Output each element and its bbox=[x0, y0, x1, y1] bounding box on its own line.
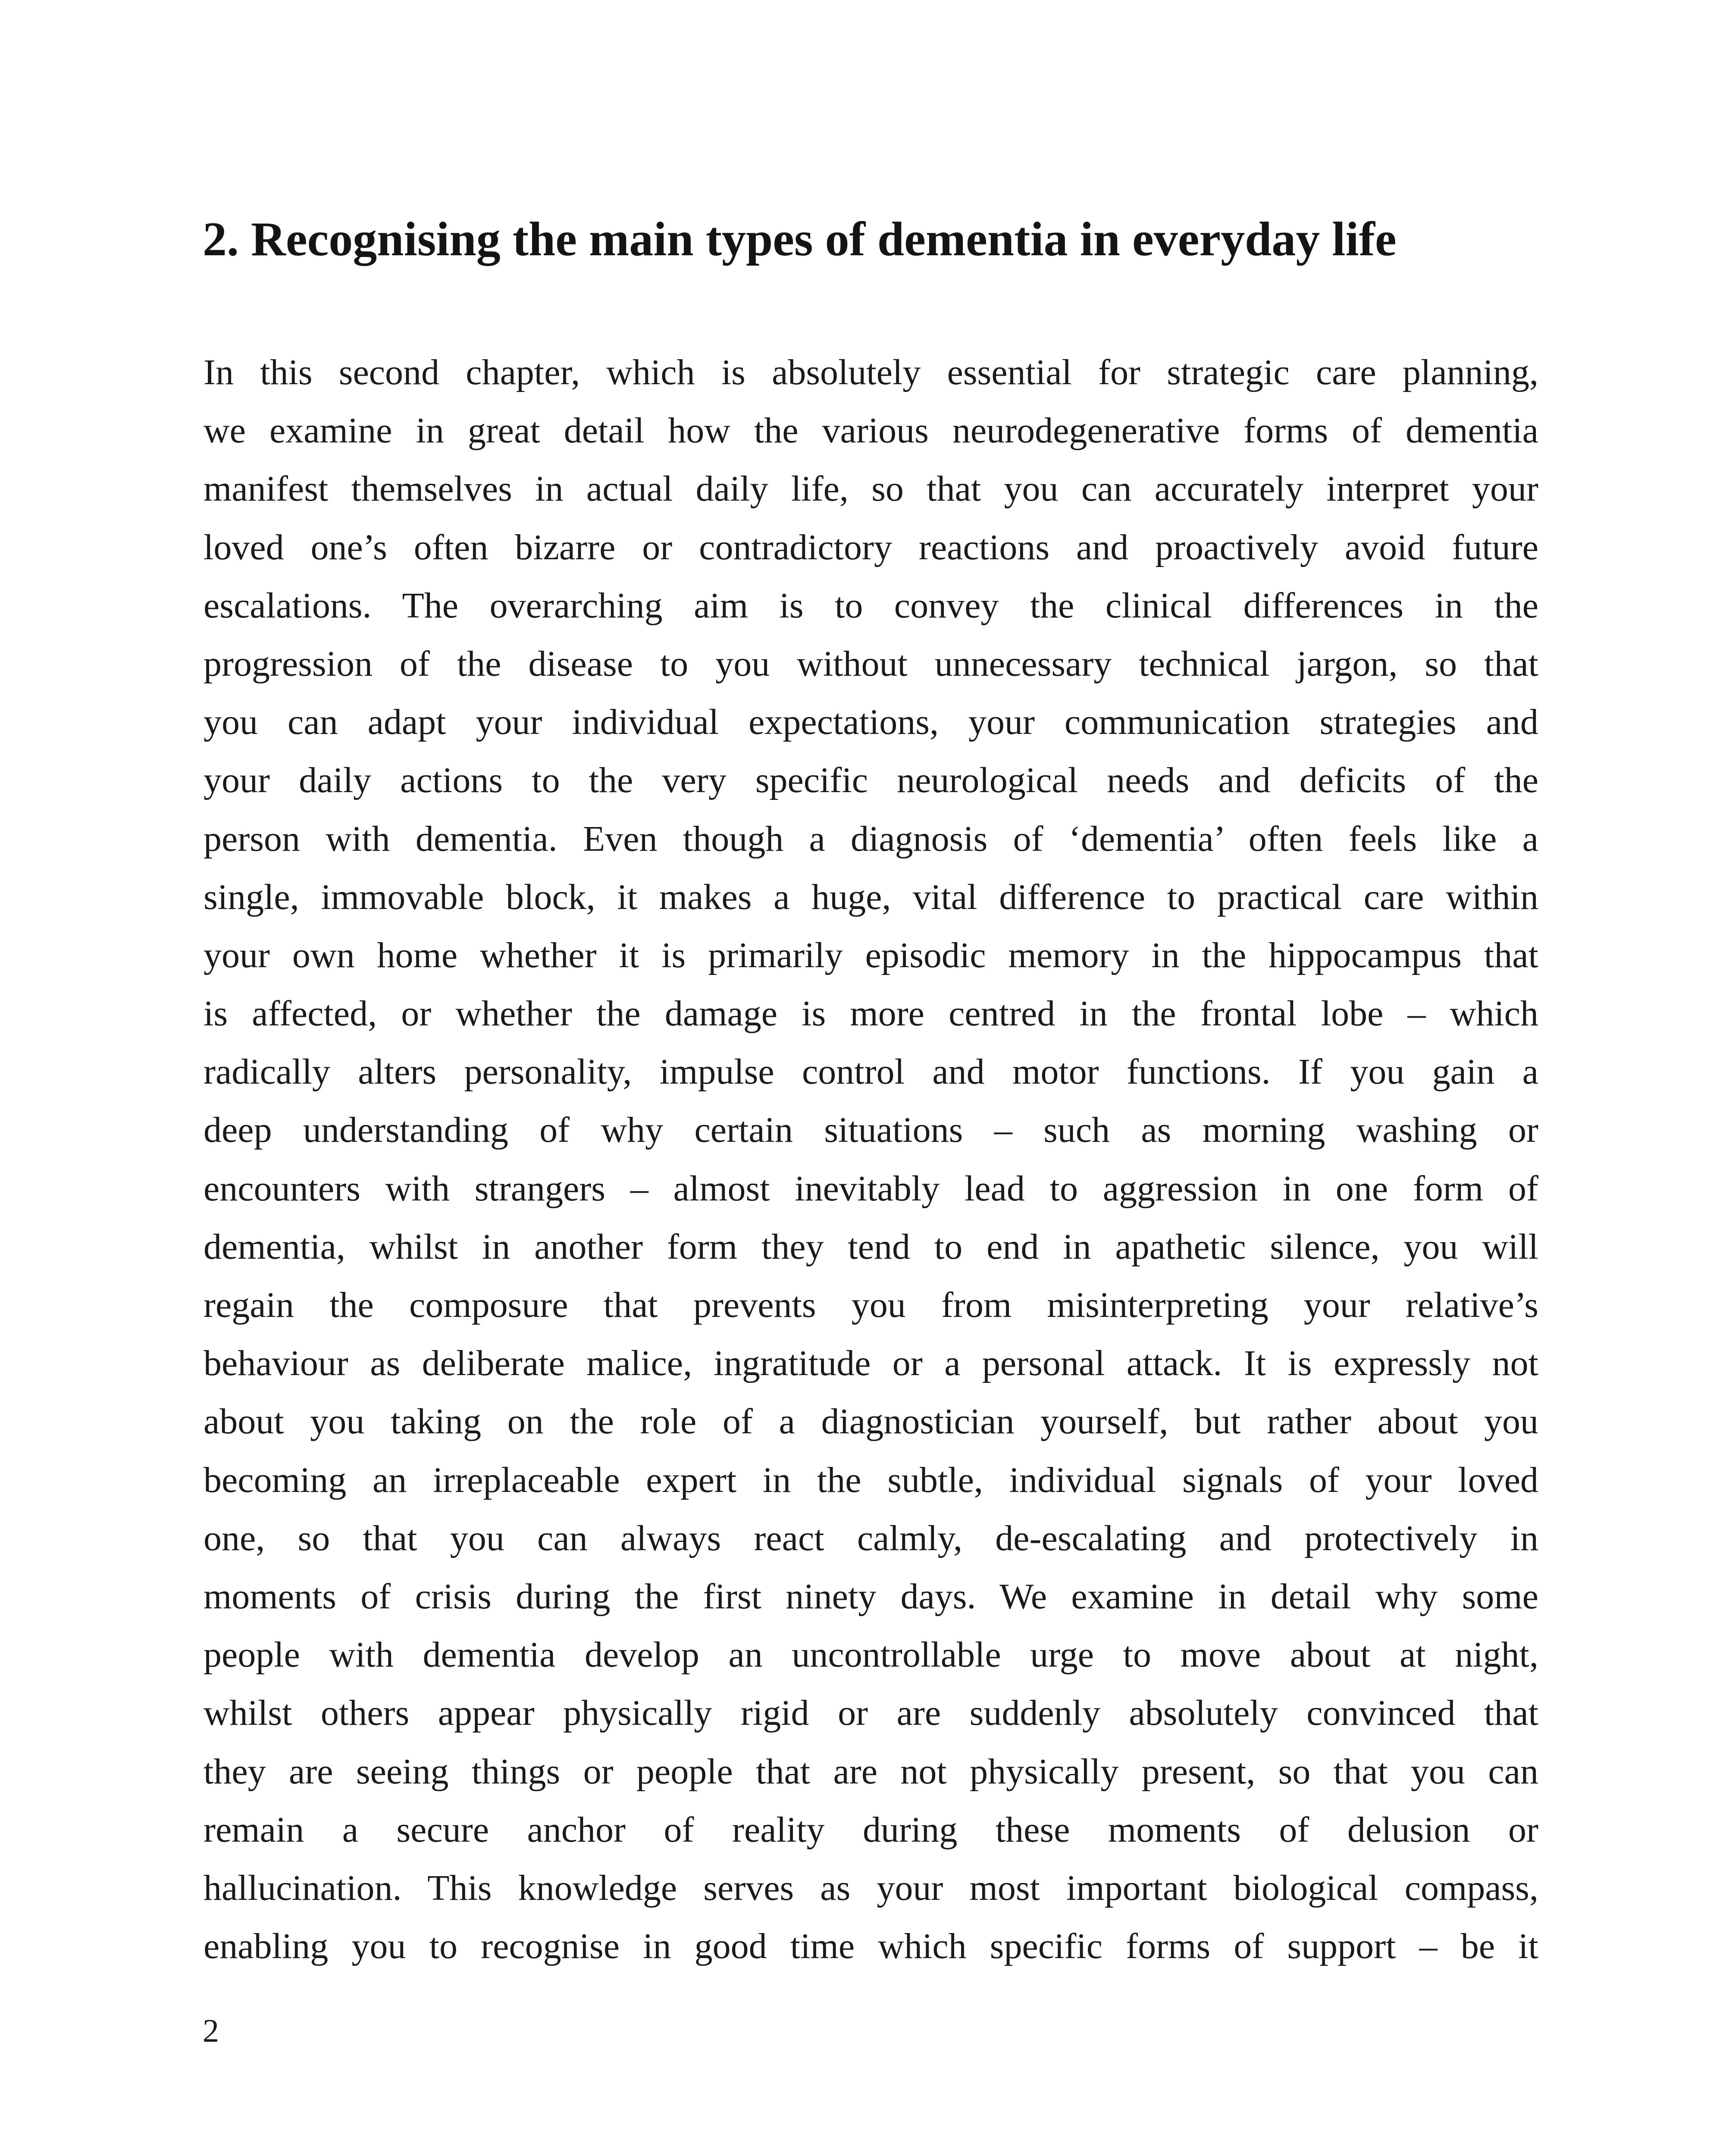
body-line: remain a secure anchor of reality during these moments of delusion or bbox=[204, 1809, 1538, 1850]
body-line: encounters with strangers – almost inevitably lead to aggression in one form of bbox=[204, 1168, 1538, 1209]
body-line: you can adapt your individual expectations, your communication strategies and bbox=[204, 702, 1538, 743]
body-line: deep understanding of why certain situations – such as morning washing or bbox=[204, 1110, 1538, 1150]
body-line: people with dementia develop an uncontrollable urge to move about at night, bbox=[204, 1635, 1538, 1675]
chapter-title: 2. Recognising the main types of dementia in everyday life bbox=[203, 213, 1397, 266]
body-line: one, so that you can always react calmly, de-escalating and protectively in bbox=[204, 1518, 1538, 1558]
body-line: they are seeing things or people that are not physically present, so that you can bbox=[204, 1751, 1538, 1792]
body-line: is affected, or whether the damage is more centred in the frontal lobe – which bbox=[204, 993, 1538, 1034]
body-line: manifest themselves in actual daily life, so that you can accurately interpret your bbox=[204, 469, 1538, 509]
body-line: whilst others appear physically rigid or are suddenly absolutely convinced that bbox=[204, 1693, 1538, 1733]
body-line: about you taking on the role of a diagnostician yourself, but rather about you bbox=[204, 1401, 1538, 1442]
body-line: escalations. The overarching aim is to convey the clinical differences in the bbox=[204, 585, 1538, 626]
body-line: In this second chapter, which is absolutely essential for strategic care planning, bbox=[204, 352, 1538, 392]
body-line: hallucination. This knowledge serves as your most important biological compass, bbox=[204, 1868, 1538, 1908]
body-line: enabling you to recognise in good time which specific forms of support – be it bbox=[204, 1926, 1538, 1967]
body-line: progression of the disease to you without unnecessary technical jargon, so that bbox=[204, 643, 1538, 684]
body-line: your own home whether it is primarily episodic memory in the hippocampus that bbox=[204, 935, 1538, 975]
body-line: moments of crisis during the first ninety days. We examine in detail why some bbox=[204, 1576, 1538, 1617]
body-paragraph bbox=[204, 343, 1538, 1975]
body-line: we examine in great detail how the various neurodegenerative forms of dementia bbox=[204, 411, 1538, 451]
body-line: behaviour as deliberate malice, ingratitude or a personal attack. It is expressly not bbox=[204, 1343, 1538, 1384]
body-line: becoming an irreplaceable expert in the subtle, individual signals of your loved bbox=[204, 1460, 1538, 1500]
body-line: single, immovable block, it makes a huge, vital difference to practical care within bbox=[204, 877, 1538, 917]
body-line: regain the composure that prevents you from misinterpreting your relative’s bbox=[204, 1285, 1538, 1325]
body-line: person with dementia. Even though a diagnosis of ‘dementia’ often feels like a bbox=[204, 818, 1538, 859]
page-number: 2 bbox=[203, 2013, 219, 2049]
body-line: loved one’s often bizarre or contradictory reactions and proactively avoid future bbox=[204, 527, 1538, 567]
body-line: your daily actions to the very specific neurological needs and deficits of the bbox=[204, 760, 1538, 801]
body-line: dementia, whilst in another form they tend to end in apathetic silence, you will bbox=[204, 1226, 1538, 1267]
body-line: radically alters personality, impulse control and motor functions. If you gain a bbox=[204, 1052, 1538, 1092]
